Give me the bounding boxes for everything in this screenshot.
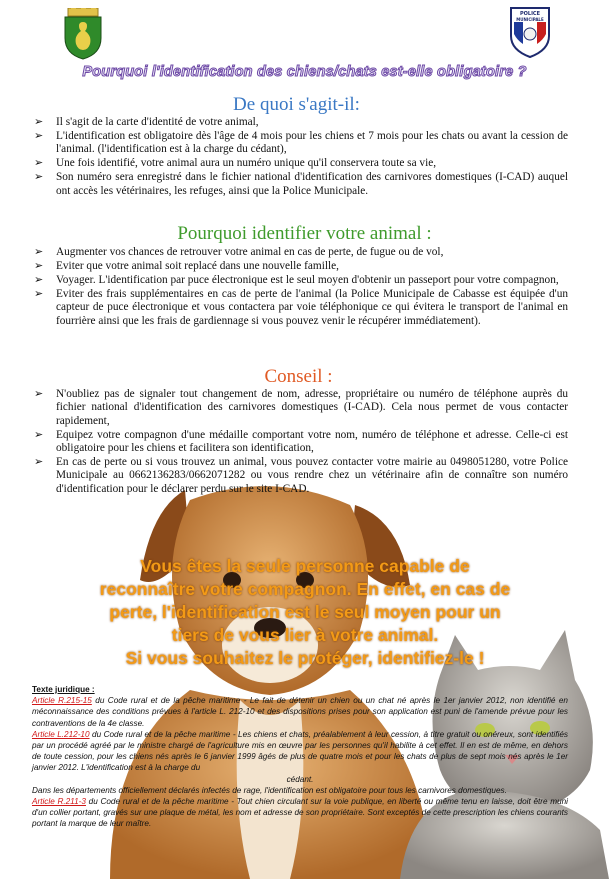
- list-item: ➢ Equipez votre compagnon d'une médaille comportant votre nom, numéro de téléphone et adresse. Celle-ci est obligatoire pour les chiens et facilitera son identification,: [34, 428, 568, 455]
- legal-article-l212-10: Article L.212-10 du Code rural et de la pêche maritime - Les chiens et chats, préalablement à leur cession, à titre gratuit ou onéreux, sont identifiés par un procédé agréé par le ministre chargé de l'agriculture mis en œuvre par les personnes qu'il habilite à cet effet. Il en est de même, en dehors de toute cession, pour les chiens nés après le 6 janvier 1999 âgés de plus de quatre mois et pour les chats de plus de sept mois nés après le 1er janvier 2012. L'identification est à la charge du cédant.: [32, 729, 568, 784]
- list-item: ➢ En cas de perte ou si vous trouvez un animal, vous pouvez contacter votre mairie au 0498051280, votre Police Municipale au 0662136283/0662071282 ou vous rendre chez un vétérinaire afin de connaître son numéro d'identification pour le déclarer perdu sur le site I-CAD.: [34, 456, 568, 495]
- arrow-bullet-icon: ➢: [34, 428, 44, 441]
- list-item: ➢ Augmenter vos chances de retrouver votre animal en cas de perte, de fugue ou de vol,: [34, 246, 444, 258]
- section-heading-why: Pourquoi identifier votre animal :: [177, 223, 432, 244]
- list-item: ➢ Voyager. L'identification par puce électronique est le seul moyen d'obtenir un passeport pour votre compagnon,: [34, 273, 559, 286]
- arrow-bullet-icon: ➢: [34, 287, 44, 300]
- legal-article-r215-15: Article R.215-15 du Code rural et de la pêche maritime - Le fait de détenir un chien ou un chat né après le 1er janvier 2012, non identifié en méconnaissance des conditions prévues à l'article L. 212-10 et des dispositions prises pour son application est puni de l'amende prévue pour les contraventions de la 4e classe.: [32, 696, 568, 728]
- arrow-bullet-icon: ➢: [34, 246, 44, 258]
- list-item: ➢ Une fois identifié, votre animal aura un numéro unique qu'il conservera toute sa vie,: [34, 157, 437, 170]
- page-title: Pourquoi l'identification des chiens/chats est-elle obligatoire ?: [82, 64, 527, 80]
- list-item: ➢ Son numéro sera enregistré dans le fichier national d'identification des carnivores domestiques (I-CAD) auquel ont accès les vétérinaires, les refuges, ainsi que la Police Municipale.: [34, 171, 568, 197]
- advice-list: [34, 388, 568, 497]
- list-item: ➢ Il s'agit de la carte d'identité de votre animal,: [34, 116, 259, 128]
- legal-text: [32, 684, 568, 830]
- town-crest-logo: [62, 8, 104, 60]
- slogan: Vous êtes la seule personne capable de reconnaître votre compagnon. En effet, en cas de perte, l'identification est le seul moyen pour un tiers de vous lier à votre animal. Si vous souhaitez le protéger, identifiez-le !: [99, 556, 511, 668]
- arrow-bullet-icon: ➢: [34, 129, 44, 142]
- list-item: ➢ Eviter que votre animal soit replacé dans une nouvelle famille,: [34, 259, 339, 272]
- legal-article-r211-3: Article R.211-3 du Code rural et de la pêche maritime - Tout chien circulant sur la voie publique, en liberté ou même tenu en laisse, doit être muni d'un collier portant, gravés sur une plaque de métal, les nom et adresse de son propriétaire. Sont exceptés de cette prescription les chiens courants portant la marque de leur maître.: [32, 797, 568, 829]
- section-heading-advice: Conseil :: [264, 366, 333, 387]
- svg-text:MUNICIPALE: MUNICIPALE: [516, 17, 544, 22]
- why-list: [34, 246, 568, 328]
- list-item: ➢ N'oubliez pas de signaler tout changement de nom, adresse, propriétaire ou numéro de téléphone auprès du fichier national d'identification des carnivores domestiques (I-CAD). Cela nous permet de vous contacter rapidement,: [34, 388, 568, 427]
- svg-text:POLICE: POLICE: [519, 11, 541, 17]
- list-item: ➢ L'identification est obligatoire dès l'âge de 4 mois pour les chiens et 7 mois pour les chats ou avant la cession de l'animal. (l'identification est à la charge du cédant),: [34, 129, 568, 156]
- arrow-bullet-icon: ➢: [34, 171, 44, 184]
- police-municipale-badge: [508, 6, 552, 58]
- legal-rabies-note: Dans les départements officiellement déclarés infectés de rage, l'identification est obligatoire pour tous les carnivores domestiques.: [32, 785, 507, 795]
- arrow-bullet-icon: ➢: [34, 273, 44, 286]
- list-item: ➢ Eviter des frais supplémentaires en cas de perte de l'animal (la Police Municipale de Cabasse est équipée d'un capteur de puce électronique et vous contactera par voie téléphonique ce qui évitera le transport de l'animal en fourrière ainsi que les frais de gardiennage si vous pouvez venir le récupérer immédiatement).: [34, 287, 568, 327]
- arrow-bullet-icon: ➢: [34, 388, 44, 400]
- legal-heading: Texte juridique :: [32, 685, 95, 694]
- arrow-bullet-icon: ➢: [34, 456, 44, 469]
- arrow-bullet-icon: ➢: [34, 259, 44, 272]
- section-heading-what: De quoi s'agit-il:: [233, 94, 360, 115]
- arrow-bullet-icon: ➢: [34, 116, 44, 128]
- arrow-bullet-icon: ➢: [34, 157, 44, 170]
- what-list: [34, 116, 568, 198]
